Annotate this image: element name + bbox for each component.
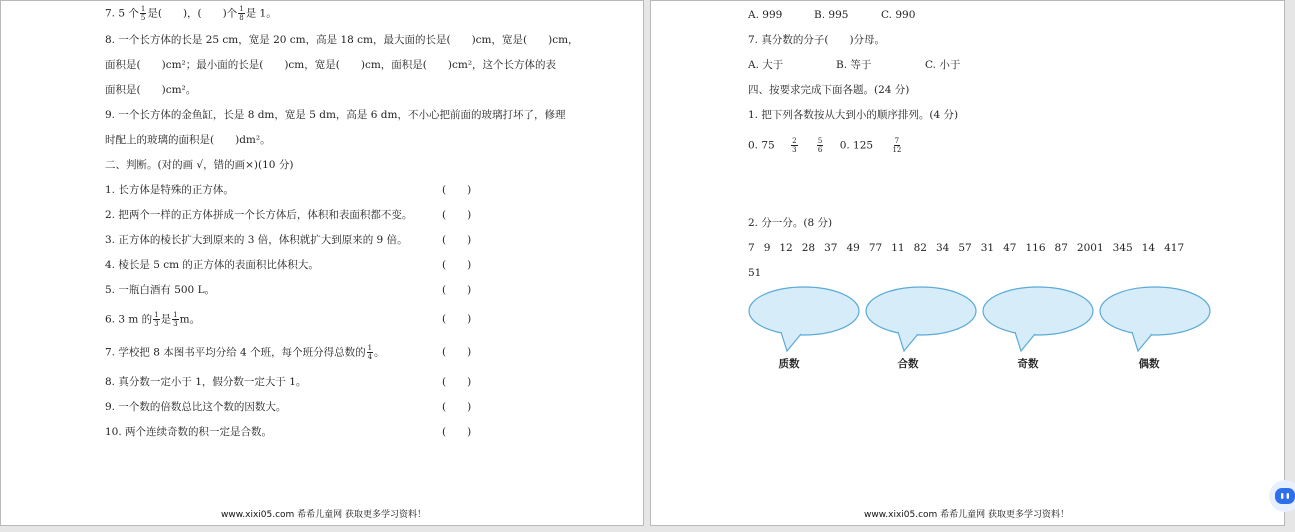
answer-paren: ( ) xyxy=(442,259,472,271)
j6-text-c: m。 xyxy=(179,313,201,326)
number-list xyxy=(748,242,1193,254)
q7-text-c: 是 1。 xyxy=(245,7,277,20)
number-item: 14 xyxy=(1141,242,1156,254)
j7-text-c: 。 xyxy=(374,346,385,359)
judge-8: 8. 真分数一定小于 1，假分数一定大于 1。 xyxy=(105,376,307,388)
problem-2: 2. 分一分。(8 分) xyxy=(748,217,833,229)
option-c: C. 990 xyxy=(881,9,916,21)
j7-text-a: 7. 学校把 8 本图书平均分给 4 个班，每个班分得总数的 xyxy=(105,346,366,359)
number-item: 11 xyxy=(891,242,905,254)
question-8-line-3: 面积是( )cm²。 xyxy=(105,84,197,96)
fraction xyxy=(153,311,159,328)
section-2-heading: 二、判断。(对的画 √，错的画×)(10 分) xyxy=(105,159,294,171)
number-item: 417 xyxy=(1164,242,1185,254)
decimal-value: 0. 125 xyxy=(839,139,874,152)
problem-1: 1. 把下列各数按从大到小的顺序排列。(4 分) xyxy=(748,109,959,121)
denominator: 6 xyxy=(817,146,823,154)
bubble-label-prime: 质数 xyxy=(778,358,800,370)
question-7 xyxy=(105,5,277,22)
q7-text-b: 是( )，( )个 xyxy=(147,7,238,20)
number-item: 82 xyxy=(913,242,927,254)
answer-paren: ( ) xyxy=(442,234,472,246)
judge-4: 4. 棱长是 5 cm 的正方体的表面积比体积大。 xyxy=(105,259,319,271)
judge-1: 1. 长方体是特殊的正方体。 xyxy=(105,184,234,196)
numerator: 1 xyxy=(140,5,146,13)
right-page xyxy=(650,0,1285,526)
number-item: 7 xyxy=(748,242,755,254)
denominator: 12 xyxy=(892,146,902,154)
number-item: 49 xyxy=(846,242,860,254)
answer-paren: ( ) xyxy=(442,376,472,388)
fraction xyxy=(791,137,797,154)
answer-paren: ( ) xyxy=(442,284,472,296)
question-8-line-2: 面积是( )cm²；最小面的长是( )cm，宽是( )cm，面积是( )cm²，这个长方体的表 xyxy=(105,59,557,71)
numerator: 1 xyxy=(173,311,178,319)
number-item: 47 xyxy=(1003,242,1017,254)
answer-paren: ( ) xyxy=(442,346,472,358)
j6-text-a: 6. 3 m 的 xyxy=(105,313,153,326)
answer-paren: ( ) xyxy=(442,426,472,438)
option-b: B. 995 xyxy=(814,9,849,21)
answer-paren: ( ) xyxy=(442,313,472,325)
answer-paren: ( ) xyxy=(442,401,472,413)
speech-bubble-prime xyxy=(747,285,861,355)
numerator: 1 xyxy=(239,5,244,13)
number-item: 2001 xyxy=(1076,242,1104,254)
bubble-label-composite: 合数 xyxy=(897,358,919,370)
q7-text-a: 7. 5 个 xyxy=(105,7,139,20)
denominator: 3 xyxy=(154,320,159,328)
number-item: 345 xyxy=(1112,242,1133,254)
judge-9: 9. 一个数的倍数总比这个数的因数大。 xyxy=(105,401,287,413)
speech-bubble-even xyxy=(1098,285,1212,355)
denominator: 3 xyxy=(173,320,178,328)
number-item: 57 xyxy=(958,242,972,254)
number-item: 12 xyxy=(779,242,793,254)
numerator: 1 xyxy=(154,311,159,319)
bubble-label-odd: 奇数 xyxy=(1017,358,1039,370)
fraction xyxy=(367,344,373,361)
decimal-value: 0. 75 xyxy=(748,139,775,152)
question-8-line-1: 8. 一个长方体的长是 25 cm，宽是 20 cm，高是 18 cm，最大面的长是( )cm，宽是( )cm， xyxy=(105,34,579,46)
question-9-line-1: 9. 一个长方体的金鱼缸，长是 8 dm，宽是 5 dm，高是 6 dm，不小心把前面的玻璃打坏了，修理 xyxy=(105,109,566,121)
fraction xyxy=(891,137,902,154)
numerator: 5 xyxy=(817,137,823,145)
option-a: A. 大于 xyxy=(748,59,784,71)
numerator: 2 xyxy=(792,137,797,145)
page-footer: www.xixi05.com 希希儿童网 获取更多学习资料！ xyxy=(221,510,427,520)
option-c: C. 小于 xyxy=(925,59,961,71)
answer-paren: ( ) xyxy=(442,209,472,221)
option-b: B. 等于 xyxy=(836,59,872,71)
j6-text-b: 是 xyxy=(160,313,172,326)
number-item: 116 xyxy=(1025,242,1046,254)
left-page xyxy=(0,0,644,526)
number-item: 77 xyxy=(868,242,883,254)
denominator: 8 xyxy=(239,14,244,22)
chat-assistant-button[interactable] xyxy=(1269,480,1295,512)
denominator: 5 xyxy=(140,14,146,22)
number-item: 37 xyxy=(824,242,838,254)
question-7: 7. 真分数的分子( )分母。 xyxy=(748,34,886,46)
judge-7 xyxy=(105,344,385,361)
number-item: 87 xyxy=(1054,242,1068,254)
judge-5: 5. 一瓶白酒有 500 L。 xyxy=(105,284,216,296)
page-footer: www.xixi05.com 希希儿童网 获取更多学习资料！ xyxy=(864,510,1070,520)
judge-6 xyxy=(105,311,200,328)
chat-assistant-icon xyxy=(1273,484,1295,508)
speech-bubble-composite xyxy=(864,285,978,355)
fraction xyxy=(172,311,178,328)
fraction xyxy=(238,5,244,22)
judge-2: 2. 把两个一样的正方体拼成一个长方体后，体积和表面积都不变。 xyxy=(105,209,413,221)
fraction xyxy=(140,5,146,22)
judge-3: 3. 正方体的棱长扩大到原来的 3 倍，体积就扩大到原来的 9 倍。 xyxy=(105,234,408,246)
numerator: 1 xyxy=(367,344,373,352)
speech-bubble-odd xyxy=(981,285,1095,355)
option-a: A. 999 xyxy=(748,9,783,21)
number-list-row-2: 51 xyxy=(748,267,762,279)
number-item: 9 xyxy=(763,242,771,254)
judge-10: 10. 两个连续奇数的积一定是合数。 xyxy=(105,426,273,438)
number-item: 28 xyxy=(801,242,816,254)
numerator: 7 xyxy=(894,137,900,145)
number-item: 34 xyxy=(936,242,950,254)
denominator: 4 xyxy=(367,353,373,361)
fraction xyxy=(817,137,823,154)
denominator: 3 xyxy=(792,146,797,154)
number-item: 31 xyxy=(980,242,995,254)
number-order-list xyxy=(748,137,903,154)
question-9-line-2: 时配上的玻璃的面积是( )dm²。 xyxy=(105,134,271,146)
answer-paren: ( ) xyxy=(442,184,472,196)
section-4-heading: 四、按要求完成下面各题。(24 分) xyxy=(748,84,910,96)
bubble-label-even: 偶数 xyxy=(1138,358,1160,370)
